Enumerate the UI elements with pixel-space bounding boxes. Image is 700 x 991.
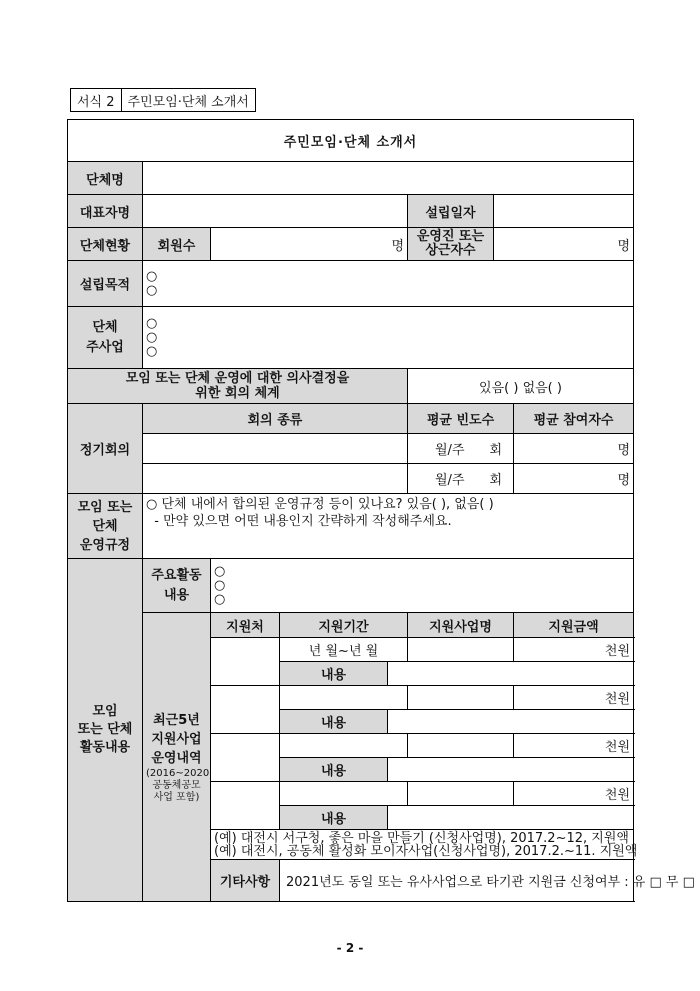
support-amount-field[interactable]: 천원 — [514, 734, 634, 758]
participants-field[interactable]: 명 — [514, 464, 634, 494]
founding-date-label: 설립일자 — [408, 195, 494, 228]
group-name-label: 단체명 — [68, 162, 143, 195]
decision-system-value[interactable]: 있음( ) 없음( ) — [408, 369, 634, 404]
support-period-field[interactable] — [280, 686, 408, 710]
members-label: 회원수 — [143, 228, 211, 261]
content-label: 내용 — [280, 710, 388, 734]
content-label: 내용 — [280, 662, 388, 686]
content-field[interactable] — [388, 806, 634, 830]
support-org-field[interactable] — [211, 782, 280, 830]
operating-rules-label: 모임 또는 단체 운영규정 — [68, 494, 143, 559]
form-number-tag — [70, 88, 256, 112]
support-amount-field[interactable]: 천원 — [514, 686, 634, 710]
regular-meeting-label: 정기회의 — [68, 404, 143, 494]
support-org-field[interactable] — [211, 734, 280, 782]
support-project-field[interactable] — [408, 734, 514, 758]
participants-field[interactable]: 명 — [514, 434, 634, 464]
decision-system-label: 모임 또는 단체 운영에 대한 의사결정을 위한 회의 체계 — [68, 369, 408, 404]
group-name-field[interactable] — [143, 162, 634, 195]
support-project-header: 지원사업명 — [408, 613, 514, 638]
support-amount-header: 지원금액 — [514, 613, 634, 638]
support-amount-field[interactable]: 천원 — [514, 638, 634, 662]
form-name: 주민모임·단체 소개서 — [127, 94, 249, 110]
content-field[interactable] — [388, 710, 634, 734]
avg-participants-header: 평균 참여자수 — [514, 404, 634, 434]
main-business-label: 단체 주사업 — [68, 307, 143, 369]
support-amount-field[interactable]: 천원 — [514, 782, 634, 806]
main-activity-field[interactable]: ○ ○ ○ — [211, 559, 634, 613]
support-org-header: 지원처 — [211, 613, 280, 638]
main-activity-label: 주요활동 내용 — [143, 559, 211, 613]
other-field[interactable]: 2021년도 동일 또는 유사사업으로 타기관 지원금 신청여부 : 유 □ 무 □ — [280, 860, 634, 902]
form-number: 서식 2 — [71, 89, 122, 111]
founding-date-field[interactable] — [494, 195, 634, 228]
support-org-field[interactable] — [211, 686, 280, 734]
support-org-field[interactable] — [211, 638, 280, 686]
avg-frequency-header: 평균 빈도수 — [408, 404, 514, 434]
purpose-field[interactable]: ○ ○ — [143, 261, 634, 307]
support-period-field[interactable]: 년 월~년 월 — [280, 638, 408, 662]
representative-field[interactable] — [143, 195, 408, 228]
activity-label: 모임 또는 단체 활동내용 — [68, 559, 143, 902]
content-label: 내용 — [280, 758, 388, 782]
frequency-field[interactable]: 월/주 회 — [408, 464, 514, 494]
support-period-header: 지원기간 — [280, 613, 408, 638]
members-field[interactable] — [211, 228, 408, 261]
staff-field[interactable] — [494, 228, 634, 261]
staff-label: 운영진 또는 상근자수 — [408, 228, 494, 261]
meeting-type-field[interactable] — [143, 434, 408, 464]
frequency-field[interactable]: 월/주 회 — [408, 434, 514, 464]
support-examples: (예) 대전시 서구청, 좋은 마을 만들기 (신청사업명), 2017.2~12, 지원액 (예) 대전시, 공동체 활성화 모이자사업(신청사업명), 2017.2.~11. 지원액 — [211, 830, 634, 860]
content-field[interactable] — [388, 662, 634, 686]
support-project-field[interactable] — [408, 638, 514, 662]
staff-unit: 명 — [617, 238, 631, 254]
support-project-field[interactable] — [408, 782, 514, 806]
content-field[interactable] — [388, 758, 634, 782]
status-label: 단체현황 — [68, 228, 143, 261]
main-business-field[interactable]: ○ ○ ○ — [143, 307, 634, 369]
representative-label: 대표자명 — [68, 195, 143, 228]
support-period-field[interactable] — [280, 782, 408, 806]
page-number: - 2 - — [336, 941, 364, 955]
meeting-type-field[interactable] — [143, 464, 408, 494]
introduction-form — [67, 119, 695, 902]
other-label: 기타사항 — [211, 860, 280, 902]
recent-support-label: 최근5년 지원사업 운영내역 (2016~2020 공동체공모 사업 포함) — [143, 613, 211, 902]
meeting-type-header: 회의 종류 — [143, 404, 408, 434]
support-period-field[interactable] — [280, 734, 408, 758]
form-title: 주민모임·단체 소개서 — [68, 120, 634, 162]
members-unit: 명 — [391, 238, 404, 254]
operating-rules-field[interactable]: ○ 단체 내에서 합의된 운영규정 등이 있나요? 있음( ), 없음( ) - 만약 있으면 어떤 내용인지 간략하게 작성해주세요. — [143, 494, 634, 559]
support-project-field[interactable] — [408, 686, 514, 710]
purpose-label: 설립목적 — [68, 261, 143, 307]
content-label: 내용 — [280, 806, 388, 830]
